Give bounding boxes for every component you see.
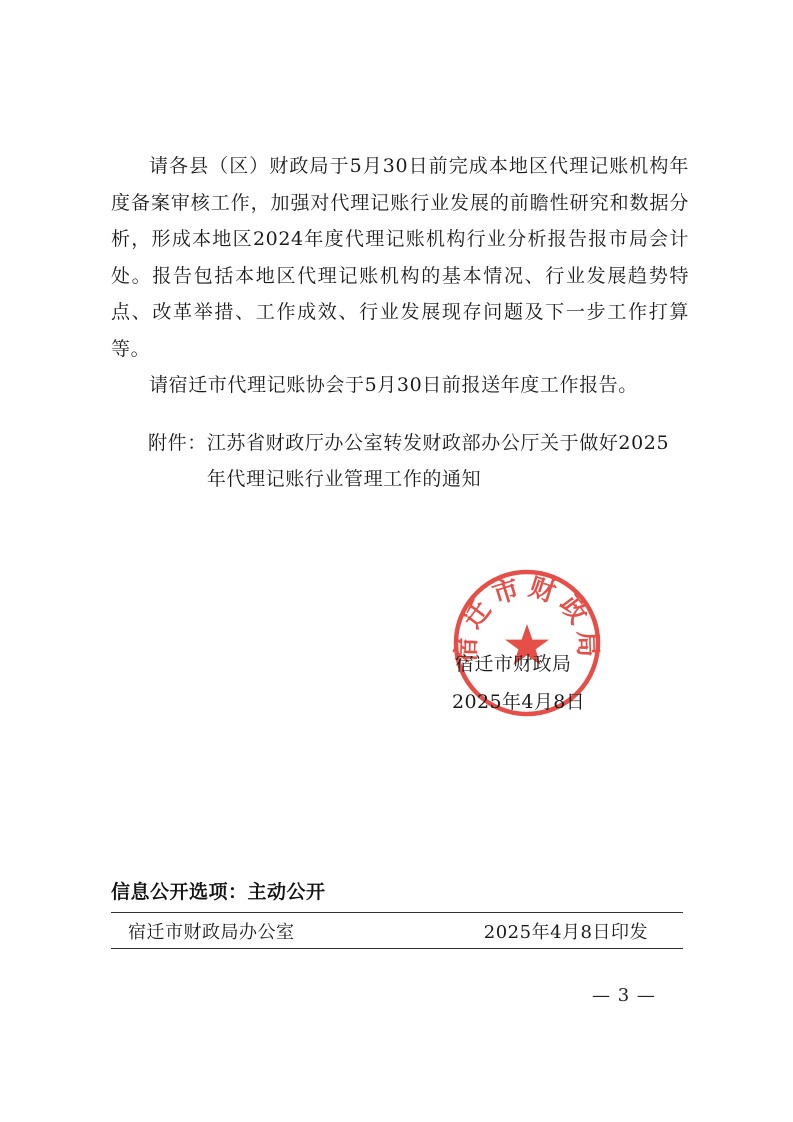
footer-divider-bottom [111,948,683,949]
issue-date: 2025年4月8日印发 [483,922,648,943]
attachment-title: 江苏省财政厅办公室转发财政部办公厅关于做好2025年代理记账行业管理工作的通知 [206,432,670,490]
page-number: — 3 — [592,985,656,1006]
body-paragraph-association-report: 请宿迁市代理记账协会于5月30日前报送年度工作报告。 [149,374,638,396]
document-body [111,148,689,404]
seal-text: 宿迁市财政局 [452,572,602,664]
signature-block [452,645,652,721]
attachment-label: 附件： [148,432,207,454]
body-paragraph-county-review: 请各县（区）财政局于5月30日前完成本地区代理记账机构年度备案审核工作，加强对代理记账行业发展的前瞻性研究和数据分析，形成本地区2024年度代理记账机构行业分析报告报市局会计处。报告包括本地区代理记账机构的基本情况、行业发展趋势特点、改革举措、工作成效、行业发展现存问题及下一步工作打算等。 [111,155,689,360]
signing-organization: 宿迁市财政局 [455,653,572,675]
attachment-block [148,425,688,497]
issuing-office: 宿迁市财政局办公室 [128,922,295,943]
footer-divider-top [111,912,683,913]
disclosure-option: 信息公开选项：主动公开 [111,881,326,903]
signing-date: 2025年4月8日 [452,691,586,713]
